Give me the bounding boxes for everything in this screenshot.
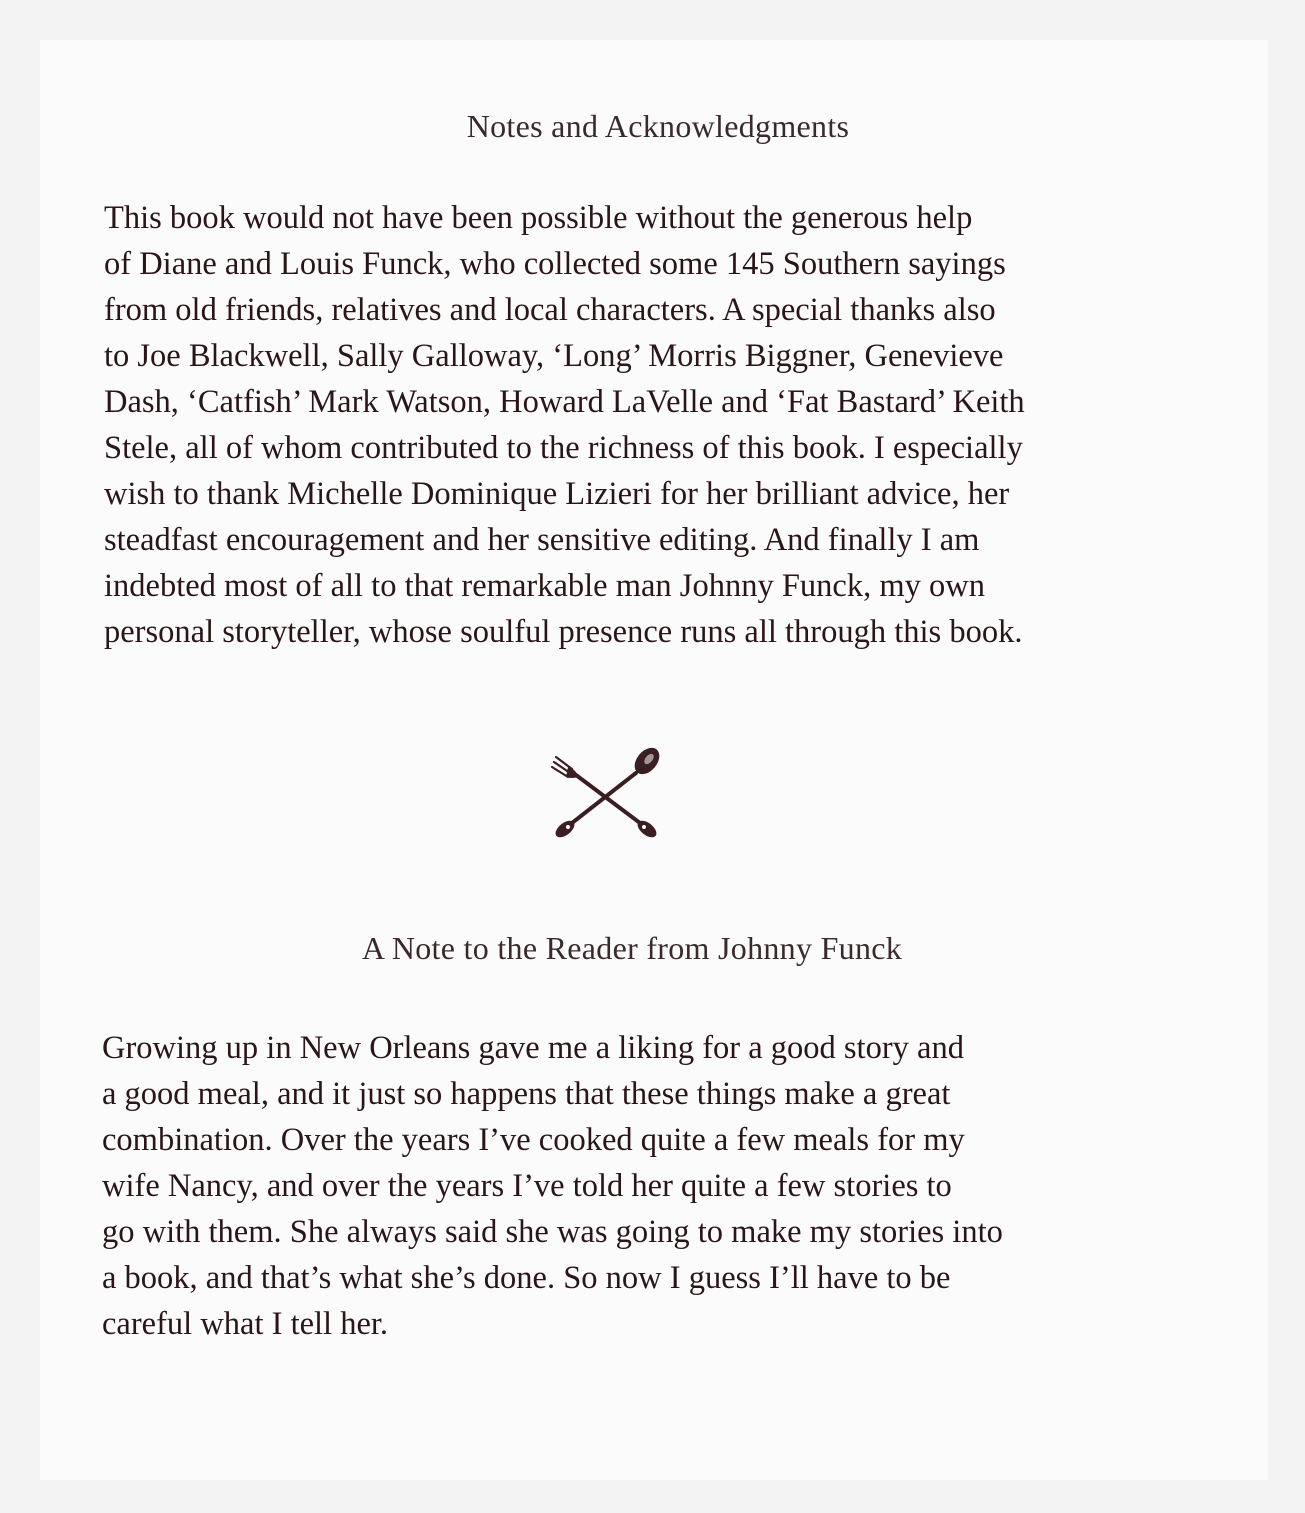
paragraph-line: from old friends, relatives and local characters. A special thanks also (104, 292, 996, 328)
reader-note-title: A Note to the Reader from Johnny Funck (361, 930, 903, 966)
paragraph-line: wife Nancy, and over the years I’ve told her quite a few stories to (102, 1168, 952, 1204)
paragraph-line: combination. Over the years I’ve cooked quite a few meals for my (102, 1122, 965, 1158)
paragraph-line: careful what I tell her. (102, 1306, 389, 1342)
paragraph-line: indebted most of all to that remarkable man Johnny Funck, my own (104, 568, 985, 604)
paragraph-line: This book would not have been possible without the generous help (104, 200, 973, 236)
crossed-fork-and-spoon-icon (548, 745, 664, 841)
paragraph-line: Stele, all of whom contributed to the richness of this book. I especially (104, 430, 1023, 466)
acknowledgments-paragraph (104, 195, 1025, 655)
reader-note-paragraph (102, 1025, 1003, 1347)
paragraph-line: to Joe Blackwell, Sally Galloway, ‘Long’ Morris Biggner, Genevieve (104, 338, 1004, 374)
paragraph-line: personal storyteller, whose soulful presence runs all through this book. (104, 614, 1023, 650)
paragraph-line: go with them. She always said she was going to make my stories into (102, 1214, 1003, 1250)
paragraph-line: Growing up in New Orleans gave me a liking for a good story and (102, 1030, 964, 1066)
paragraph-line: wish to thank Michelle Dominique Lizieri for her brilliant advice, her (104, 476, 1010, 512)
book-page (40, 40, 1268, 1480)
paragraph-line: of Diane and Louis Funck, who collected some 145 Southern sayings (104, 246, 1006, 282)
paragraph-line: a book, and that’s what she’s done. So now I guess I’ll have to be (102, 1260, 951, 1296)
paragraph-line: Dash, ‘Catfish’ Mark Watson, Howard LaVelle and ‘Fat Bastard’ Keith (104, 384, 1025, 420)
paragraph-line: steadfast encouragement and her sensitive editing. And finally I am (104, 522, 980, 558)
paragraph-line: a good meal, and it just so happens that these things make a great (102, 1076, 951, 1112)
acknowledgments-title: Notes and Acknowledgments (466, 108, 850, 144)
